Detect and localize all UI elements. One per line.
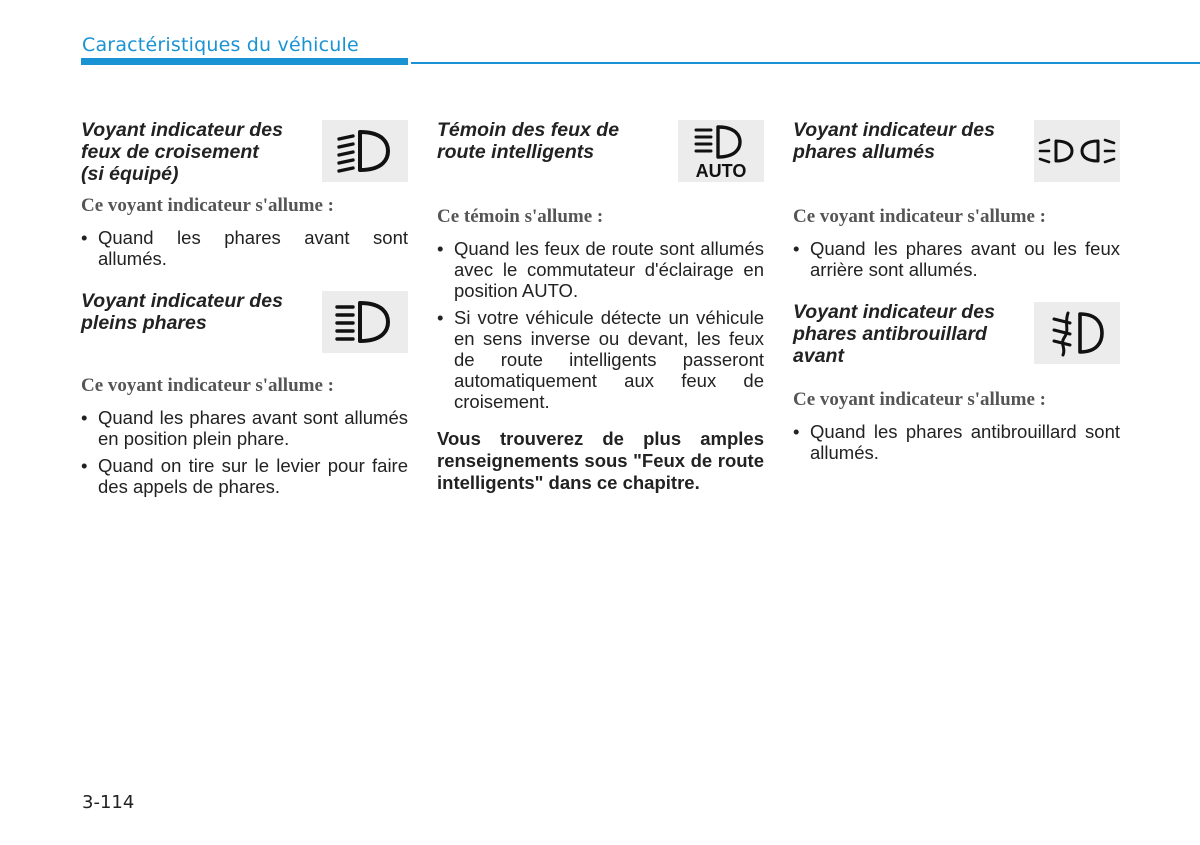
header-rule [411, 62, 1200, 64]
bullet-list [793, 421, 1120, 463]
column-2 [437, 118, 764, 494]
section-title: Voyant indicateur des pleins phares [81, 290, 283, 334]
high-beam-icon [322, 291, 408, 353]
list-item: • Quand les phares avant ou les feux arrière sont allumés. [793, 238, 1120, 280]
low-beam-icon [322, 120, 408, 182]
section-front-fog [793, 300, 1120, 463]
auto-high-beam-icon [678, 120, 764, 182]
front-fog-lamp-icon [1034, 302, 1120, 364]
bullet-list [437, 238, 764, 412]
lead-text: Ce voyant indicateur s'allume : [81, 195, 334, 216]
bullet-list [81, 407, 408, 497]
section-title: Témoin des feux de route intelligents [437, 119, 620, 163]
list-item: • Quand on tire sur le levier pour faire des appels de phares. [81, 455, 408, 497]
list-item: • Quand les phares avant sont allumés en position plein phare. [81, 407, 408, 449]
bullet-list [81, 227, 408, 269]
list-item: • Quand les phares antibrouillard sont allumés. [793, 421, 1120, 463]
section-low-beam [81, 118, 408, 269]
section-high-beam [81, 289, 408, 497]
page-number: 3-114 [82, 792, 135, 813]
lead-text: Ce témoin s'allume : [437, 206, 604, 227]
position-lamp-icon [1034, 120, 1120, 182]
svg-text:AUTO: AUTO [695, 161, 747, 181]
column-1 [81, 118, 408, 503]
list-item: • Si votre véhicule détecte un véhicule en sens inverse ou devant, les feux de route intelligents passeront automatiquement aux feux de croisement. [437, 307, 764, 412]
list-item: • Quand les feux de route sont allumés avec le commutateur d'éclairage en position AUTO. [437, 238, 764, 301]
lead-text: Ce voyant indicateur s'allume : [793, 389, 1046, 410]
lead-text: Ce voyant indicateur s'allume : [81, 375, 334, 396]
section-title: Voyant indicateur des phares antibrouillard avant [793, 301, 995, 367]
header-title: Caractéristiques du véhicule [82, 34, 359, 56]
bullet-list [793, 238, 1120, 280]
header-bar [81, 58, 408, 65]
reference-note: Vous trouverez de plus amples renseignements sous "Feux de route intelligents" dans ce chapitre. [437, 428, 764, 493]
section-auto-high-beam [437, 118, 764, 494]
section-title: Voyant indicateur des feux de croisement (si équipé) [81, 119, 283, 185]
column-3 [793, 118, 1120, 469]
section-title: Voyant indicateur des phares allumés [793, 119, 995, 163]
section-position-lamps [793, 118, 1120, 280]
lead-text: Ce voyant indicateur s'allume : [793, 206, 1046, 227]
list-item: • Quand les phares avant sont allumés. [81, 227, 408, 269]
